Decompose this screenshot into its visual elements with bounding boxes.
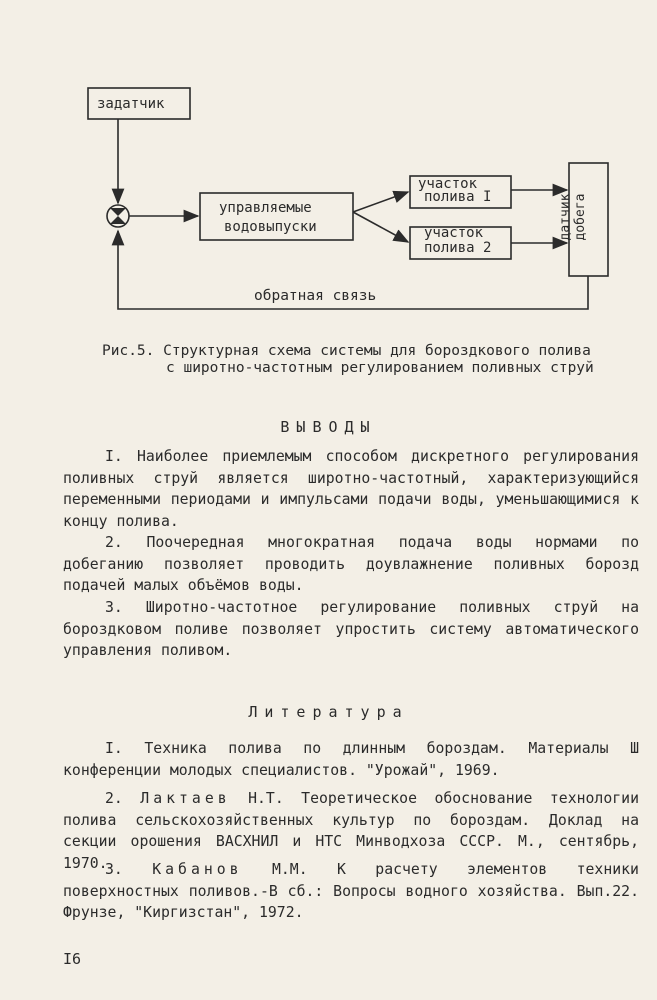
reference-1	[63, 738, 639, 781]
valves-label-line2: водовыпуски	[224, 219, 317, 235]
sensor-label-line1: датчик	[558, 193, 573, 241]
plot2-label-line1: участок	[424, 225, 484, 241]
comparator-sector-bottom	[110, 216, 126, 224]
diagram-lines	[0, 0, 657, 330]
comparator-sector-top	[110, 208, 126, 216]
reference-1-text: I. Техника полива по длинным бороздам. Материалы Ш конференции молодых специалистов. "Урожай", 1969.	[63, 740, 639, 779]
plot2-label-line2: полива 2	[424, 240, 492, 256]
page-number: I6	[63, 950, 82, 968]
plot1-label-line2: полива I	[424, 189, 492, 205]
conclusion-3: 3. Широтно-частотное регулирование поливных струй на бороздковом поливе позволяет упростить систему автоматического управления поливом.	[63, 599, 639, 659]
reference-2-author: Лактаев	[140, 790, 231, 807]
reference-2-text: Н.Т. Теоретическое обоснование технологии полива сельскохозяйственных культур по бороздам. Доклад на секции орошения ВАСХНИЛ и НТС Минводхоза СССР. М., сентябрь, 1970.	[63, 790, 639, 872]
plot1-label-line1: участок	[418, 176, 478, 192]
setter-label: задатчик	[97, 96, 165, 112]
reference-3-num: 3.	[105, 861, 123, 878]
caption-line-1: Рис.5. Структурная схема системы для бороздкового полива	[102, 343, 591, 359]
valves-label-line1: управляемые	[219, 200, 312, 216]
conclusion-1: I. Наиболее приемлемым способом дискретного регулирования поливных струй является широтно-частотный, характеризующийся переменными периодами и импульсами подачи воды, уменьшающимися к концу полива.	[63, 448, 639, 530]
reference-2-num: 2.	[105, 790, 123, 807]
reference-3-text: М.М. К расчету элементов техники поверхностных поливов.-В сб.: Вопросы водного хозяйства. Вып.22. Фрунзе, "Киргизстан", 1972.	[63, 861, 639, 921]
caption-line-2: с широтно-частотным регулированием поливных струй	[166, 360, 594, 376]
feedback-label: обратная связь	[254, 288, 377, 304]
figure-caption	[102, 343, 632, 377]
sensor-label-line2: добега	[573, 193, 588, 241]
reference-3	[63, 859, 639, 924]
conclusion-2: 2. Поочередная многократная подача воды нормами по добеганию позволяет проводить доувлажнение поливных борозд подачей малых объёмов воды.	[63, 534, 639, 594]
conclusions-heading: ВЫВОДЫ	[280, 418, 377, 436]
reference-3-author: Кабанов	[152, 861, 243, 878]
references-heading: Литература	[248, 703, 409, 721]
